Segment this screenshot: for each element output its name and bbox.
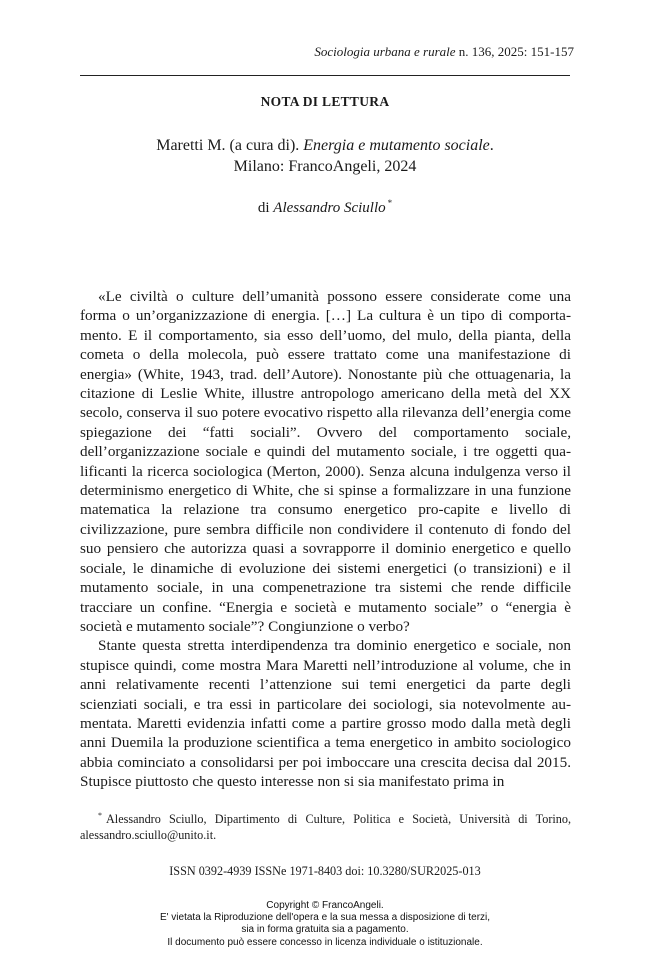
journal-name: Sociologia urbana e rurale <box>314 44 456 59</box>
body-paragraph-1: «Le civiltà o culture dell’umanità possono essere considerate come una forma o un’organizzazione di energia. […] La cultura è un tipo di comportamento. E il comportamento, sia esso dell’uomo, del mulo, della pianta, della cometa o della molecola, può essere trattato come una manifestazione di energia» (White, 1943, trad. dell’Autore). Nonostante più che ottuagenaria, la citazione di Leslie White, illustre antropologo americano della metà del XX secolo, conserva il suo potere evocativo rispetto alla rilevanza dell’energia come spiegazione dei “fatti sociali”. Ovvero del comportamento sociale, dell’organizzazione sociale e quindi del mutamento sociale, i tre oggetti qualificanti la ricerca sociologica (Merton, 2000). Senza alcuna indulgenza verso il determinismo energetico di White, che si spinse a formalizzare in una funzione matematica la relazione tra consumo energetico pro-capite e livello di civilizzazione, pure sembra difficile non condividere il contenuto di fondo del suo pensiero che autorizza quasi a sovrapporre il dominio energetico e quello sociale, le dinamiche di evoluzione dei sistemi energetici (o transizioni) e il mutamento sociale, in una compenetrazione tra sistemi che rende difficile tracciare un confine. “Energia e società e mutamento sociale” o “energia è società e mutamento sociale”? Congiunzione o verbo? <box>80 288 571 635</box>
article-body <box>80 287 571 792</box>
book-reference <box>80 135 570 177</box>
byline-prefix: di <box>257 200 274 216</box>
byline <box>80 193 570 218</box>
author-name: Alessandro Sciullo <box>273 200 386 216</box>
book-citation-line <box>80 135 570 156</box>
section-title: NOTA DI LETTURA <box>260 94 390 109</box>
book-publisher: Milano: FrancoAngeli, 2024 <box>233 158 417 175</box>
issn-doi-line: ISSN 0392-4939 ISSNe 1971-8403 doi: 10.3280/SUR2025-013 <box>169 864 481 878</box>
copyright-line-3: sia in forma gratuita sia a pagamento. <box>241 924 409 936</box>
copyright-line-4: Il documento può essere concesso in licenza individuale o istituzionale. <box>167 936 483 948</box>
header-rule <box>80 75 570 76</box>
copyright-line-1: Copyright © FrancoAngeli. <box>266 900 384 911</box>
body-paragraph-2: Stante questa stretta interdipendenza tra dominio energetico e sociale, non stupisce quindi, come mostra Mara Maretti nell’introduzione al volume, che in anni relativamente recenti l’attenzione sui temi energetici da parte degli scienziati sociali, e tra essi in particolare dei sociologi, sia notevolmente aumentata. Maretti evidenzia infatti come a partire grosso modo dalla metà degli anni Duemila la produzione scientifica a tema energetico in ambito sociologico abbia cominciato a consolidarsi per poi imboccare una crescita decisa dal 2015. Stupisce piuttosto che questo interesse non si sia manifestato prima in <box>80 637 571 791</box>
footnote-symbol: * <box>98 811 102 820</box>
book-title: Energia e mutamento sociale <box>303 137 490 154</box>
journal-header <box>80 44 574 60</box>
footnote <box>80 808 571 843</box>
footnote-text: Alessandro Sciullo, Dipartimento di Culture, Politica e Società, Università di Torino, alessandro.sciullo@unito.it. <box>80 812 571 842</box>
copyright-line-2: E' vietata la Riproduzione dell'opera e la sua messa a disposizione di terzi, <box>159 912 491 924</box>
book-title-period: . <box>489 137 494 154</box>
footnote-marker: * <box>387 198 393 208</box>
journal-issue: n. 136, 2025: 151-157 <box>455 44 574 59</box>
copyright-notice <box>80 900 570 949</box>
footnote-paragraph <box>80 808 571 843</box>
book-editor: Maretti M. (a cura di). <box>156 137 304 154</box>
